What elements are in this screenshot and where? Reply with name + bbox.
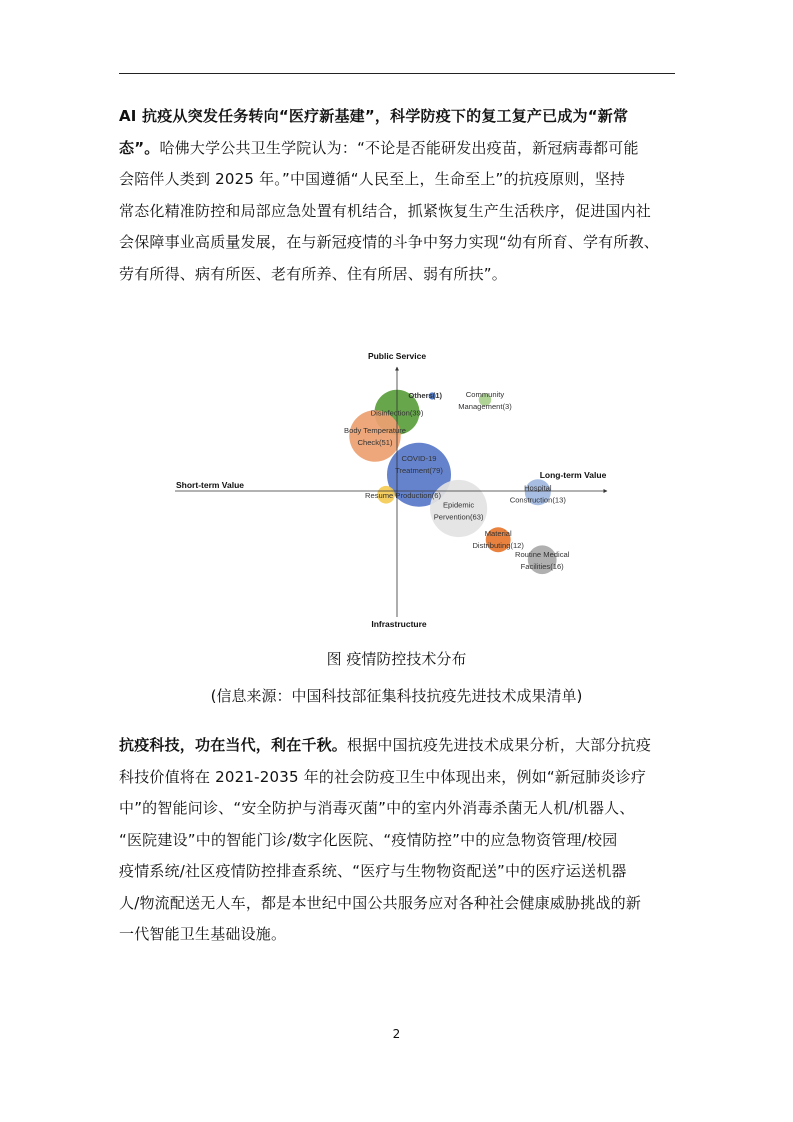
body-text: 一代智能卫生基础设施。 xyxy=(119,925,287,943)
bold-text: 态”。 xyxy=(119,138,160,157)
text-line xyxy=(119,793,675,825)
body-text: 哈佛大学公共卫生学院认为：“不论是否能研发出疫苗，新冠病毒都可能 xyxy=(159,138,639,157)
bubble-label: Resume Production(6) xyxy=(365,490,441,500)
body-text: 疫情系统/社区疫情防控排查系统、“医疗与生物物资配送”中的医疗运送机器 xyxy=(119,862,627,880)
bubble-label: Others(1) xyxy=(408,391,443,400)
y-axis-bottom-title: Infrastructure xyxy=(371,619,427,629)
body-text: 常态化精准防控和局部应急处置有机结合，抓紧恢复生产生活秩序，促进国内社 xyxy=(119,201,652,220)
text-line xyxy=(119,101,675,133)
bubble-label: Community Management(3) xyxy=(458,389,512,411)
x-axis-left-title: Short-term Value xyxy=(176,480,245,490)
paragraph-1 xyxy=(119,101,675,290)
bubble-chart xyxy=(175,345,615,635)
body-text: 人/物流配送无人车，都是本世纪中国公共服务应对各种社会健康威胁挑战的新 xyxy=(119,893,642,912)
body-text: 科技价值将在 2021-2035 年的社会防疫卫生中体现出来，例如“新冠肺炎诊疗 xyxy=(119,767,647,786)
figure-source: (信息来源：中国科技部征集科技抗疫先进技术成果清单) xyxy=(210,687,583,705)
text-line xyxy=(119,888,675,920)
text-line xyxy=(119,919,675,951)
page-number: 2 xyxy=(392,1027,401,1041)
text-line xyxy=(119,730,675,762)
figure-caption: 图 疫情防控技术分布 xyxy=(326,650,467,668)
bold-text: AI 抗疫从突发任务转向“医疗新基建”，科学防疫下的复工复产已成为“新常 xyxy=(119,107,629,125)
bubble xyxy=(349,410,400,461)
bubble-label: Routine Medical Facilities(16) xyxy=(514,549,570,571)
body-text: 会陪伴人类到 2025 年。”中国遵循“人民至上，生命至上”的抗疫原则，坚持 xyxy=(119,170,626,188)
x-axis-right-title: Long-term Value xyxy=(539,470,607,480)
bubble-label: Material Distributing(12) xyxy=(472,528,524,550)
body-text: 劳有所得、病有所医、老有所养、住有所居、弱有所扶”。 xyxy=(119,264,507,283)
text-line xyxy=(119,227,675,259)
paragraph-2 xyxy=(119,730,675,951)
bubble-layer xyxy=(349,390,556,574)
text-line xyxy=(119,825,675,857)
body-text: “医院建设”中的智能门诊/数字化医院、“疫情防控”中的应急物资管理/校园 xyxy=(119,830,618,849)
bubble-label: Hospital Construction(13) xyxy=(509,483,566,505)
bubble-label: Disinfection(39) xyxy=(370,408,424,418)
text-line xyxy=(119,164,675,196)
bold-text: 抗疫科技，功在当代，利在千秋。 xyxy=(119,736,348,754)
y-axis-top-title: Public Service xyxy=(367,351,427,361)
body-text: 根据中国抗疫先进技术成果分析，大部分抗疫 xyxy=(347,736,652,754)
text-line xyxy=(119,762,675,794)
header-rule xyxy=(119,73,675,74)
bubble-label: Body Temperature Check(51) xyxy=(344,426,406,447)
text-line xyxy=(119,133,675,165)
bubble-label: COVID-19 Treatment(79) xyxy=(395,453,443,475)
body-text: 中”的智能问诊、“安全防护与消毒灭菌”中的室内外消毒杀菌无人机/机器人、 xyxy=(119,799,635,817)
bubble-label: Epidemic Pervention(63) xyxy=(433,500,484,522)
text-line xyxy=(119,196,675,228)
text-line xyxy=(119,259,675,291)
body-text: 会保障事业高质量发展，在与新冠疫情的斗争中努力实现“幼有所育、学有所教、 xyxy=(119,233,659,251)
text-line xyxy=(119,856,675,888)
